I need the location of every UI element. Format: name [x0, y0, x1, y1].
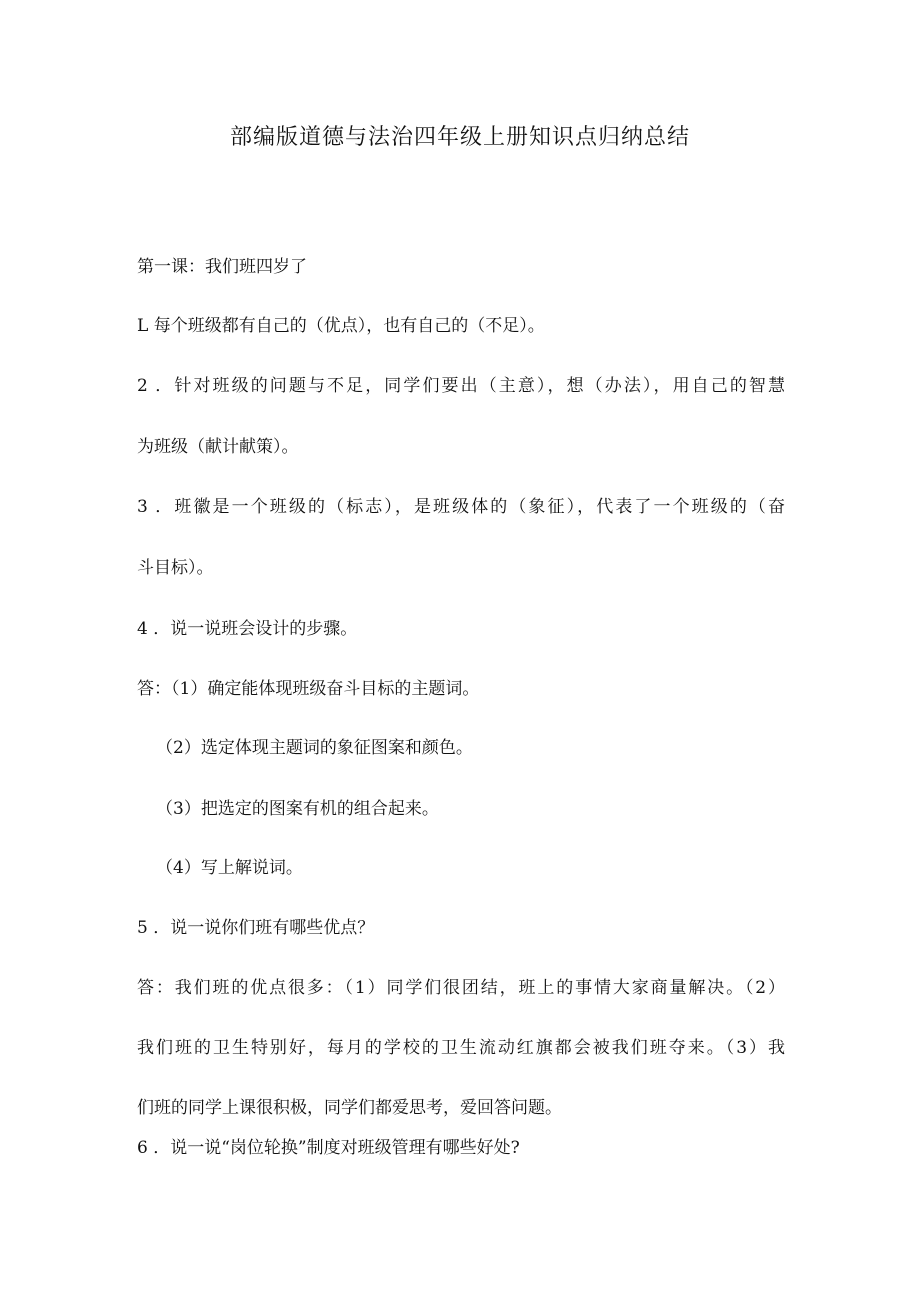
answer-line: 答：（1）确定能体现班级奋斗目标的主题词。 — [137, 679, 480, 699]
paragraph-line: 斗目标）。 — [137, 558, 214, 578]
answer-line: （2）选定体现主题词的象征图案和颜色。 — [156, 738, 473, 758]
document-title: 部编版道德与法治四年级上册知识点归纳总结 — [229, 125, 690, 150]
answer-line: 我们班的卫生特别好，每月的学校的卫生流动红旗都会被我们班夺来。（3）我 — [137, 1038, 785, 1058]
paragraph-line: L 每个班级都有自己的（优点），也有自己的（不足）。 — [137, 316, 545, 336]
question-line: 6 ．说一说“岗位轮换”制度对班级管理有哪些好处? — [137, 1138, 520, 1158]
lesson-heading: 第一课：我们班四岁了 — [137, 257, 307, 277]
paragraph-line: 3 ．班徽是一个班级的（标志），是班级体的（象征），代表了一个班级的（奋 — [137, 497, 785, 517]
paragraph-line: 2 ．针对班级的问题与不足，同学们要出（主意），想（办法），用自己的智慧 — [137, 376, 785, 396]
answer-line: 答：我们班的优点很多：（1）同学们很团结，班上的事情大家商量解决。（2） — [137, 978, 785, 998]
question-line: 4 ．说一说班会设计的步骤。 — [137, 619, 358, 639]
question-line: 5 ．说一说你们班有哪些优点？ — [137, 918, 375, 938]
answer-line: （3）把选定的图案有机的组合起来。 — [156, 799, 439, 819]
answer-line: （4）写上解说词。 — [156, 858, 303, 878]
paragraph-line: 为班级（献计献策）。 — [137, 437, 299, 457]
answer-line: 们班的同学上课很积极，同学们都爱思考，爱回答问题。 — [137, 1098, 562, 1118]
